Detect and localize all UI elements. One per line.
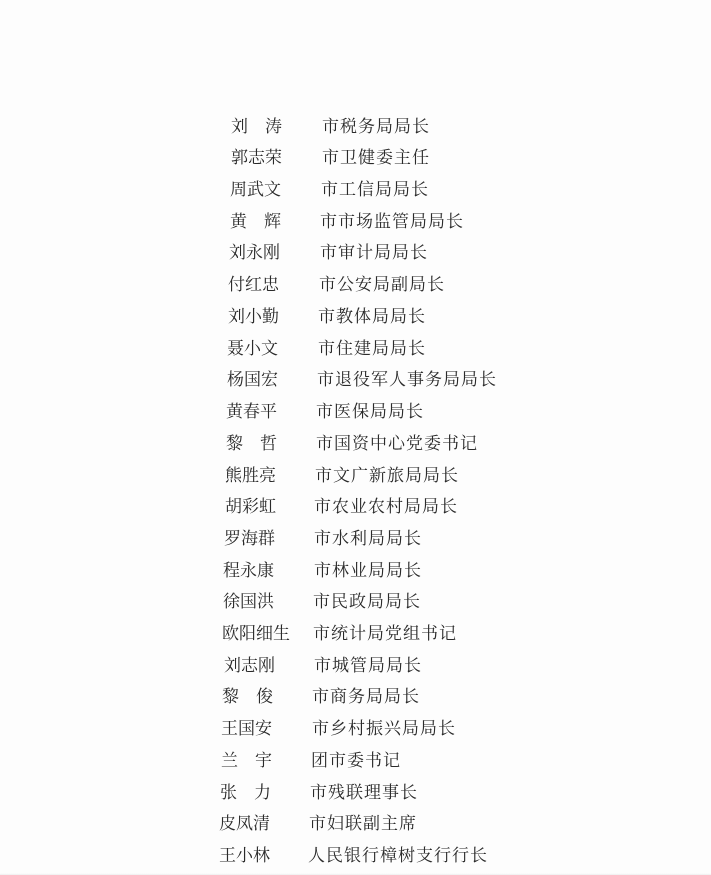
member-title: 人民银行樟树支行行长 xyxy=(308,846,488,866)
member-name: 皮凤清 xyxy=(219,814,270,834)
member-name: 兰 宇 xyxy=(221,751,272,771)
member-name: 王国安 xyxy=(221,719,272,739)
member-name: 周武文 xyxy=(230,180,281,200)
member-name: 程永康 xyxy=(223,561,274,581)
member-name: 张 力 xyxy=(220,783,271,803)
member-title: 市残联理事长 xyxy=(310,783,418,803)
member-title: 市税务局局长 xyxy=(322,117,430,137)
member-name: 刘志刚 xyxy=(224,656,275,676)
member-name: 付红忠 xyxy=(228,275,279,295)
member-name: 刘 涛 xyxy=(231,117,282,137)
member-name: 徐国洪 xyxy=(223,592,274,612)
member-title: 市城管局局长 xyxy=(314,656,422,676)
member-name: 黄 辉 xyxy=(230,212,281,232)
member-name: 郭志荣 xyxy=(231,148,282,168)
member-name: 罗海群 xyxy=(224,529,275,549)
member-title: 市市场监管局局长 xyxy=(320,212,464,232)
member-title: 市退役军人事务局局长 xyxy=(317,370,497,390)
member-name: 王小林 xyxy=(219,846,270,866)
member-name: 聂小文 xyxy=(227,339,278,359)
member-name: 胡彩虹 xyxy=(225,497,276,517)
member-title: 团市委书记 xyxy=(311,751,401,771)
member-name: 刘小勤 xyxy=(228,307,279,327)
member-title: 市商务局局长 xyxy=(312,687,420,707)
member-title: 市医保局局长 xyxy=(316,402,424,422)
member-title: 市教体局局长 xyxy=(318,307,426,327)
member-title: 市林业局局长 xyxy=(314,561,422,581)
member-title: 市国资中心党委书记 xyxy=(316,434,478,454)
member-name: 欧阳细生 xyxy=(222,624,290,644)
member-title: 市妇联副主席 xyxy=(309,814,417,834)
member-title: 市乡村振兴局局长 xyxy=(312,719,456,739)
member-title: 市审计局局长 xyxy=(320,243,428,263)
member-title: 市文广新旅局局长 xyxy=(315,466,459,486)
member-name: 黎 俊 xyxy=(222,687,273,707)
member-title: 市统计局党组书记 xyxy=(313,624,457,644)
member-title: 市农业农村局局长 xyxy=(314,497,458,517)
member-title: 市卫健委主任 xyxy=(322,148,430,168)
member-title: 市公安局副局长 xyxy=(319,275,445,295)
member-title: 市民政局局长 xyxy=(313,592,421,612)
member-title: 市工信局局长 xyxy=(321,180,429,200)
member-title: 市住建局局长 xyxy=(318,339,426,359)
member-name: 熊胜亮 xyxy=(225,466,276,486)
member-name: 杨国宏 xyxy=(227,370,278,390)
member-name: 黄春平 xyxy=(226,402,277,422)
member-name: 黎 哲 xyxy=(226,434,277,454)
member-title: 市水利局局长 xyxy=(314,529,422,549)
member-name: 刘永刚 xyxy=(229,243,280,263)
